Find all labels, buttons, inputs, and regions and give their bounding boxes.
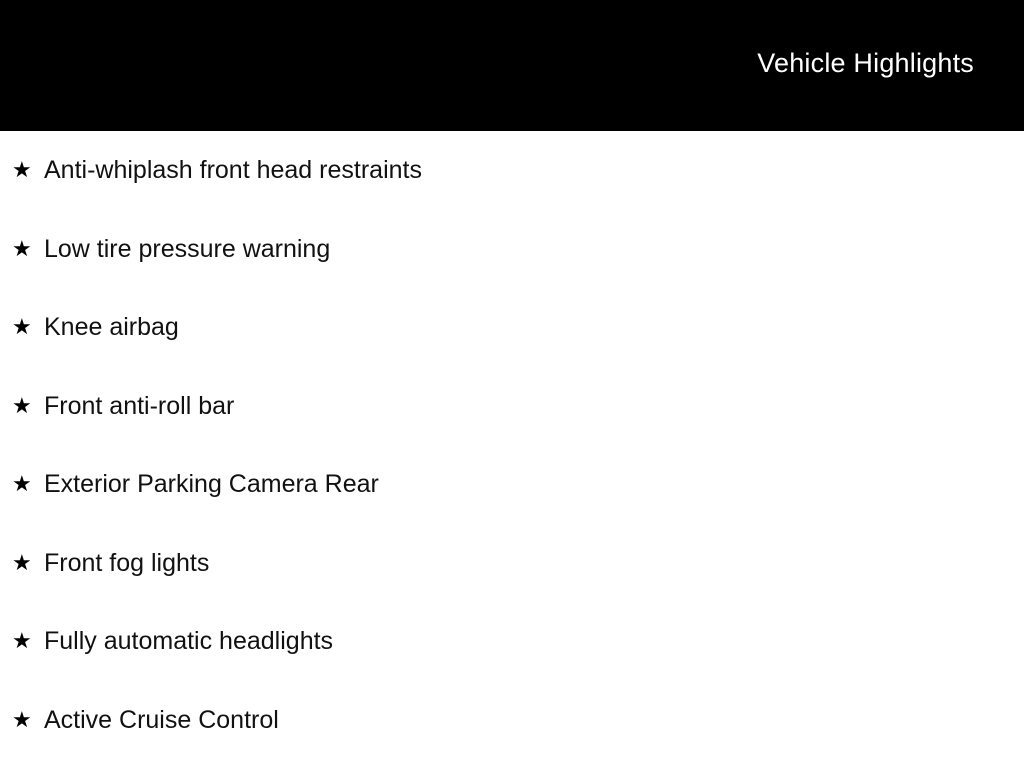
list-item-label: Exterior Parking Camera Rear <box>44 470 379 499</box>
list-item <box>0 367 1024 446</box>
star-icon: ★ <box>12 314 32 340</box>
star-icon: ★ <box>12 235 32 261</box>
vehicle-highlights-list <box>0 131 1024 759</box>
list-item-label: Front anti-roll bar <box>44 391 235 420</box>
list-item-label: Front fog lights <box>44 548 210 577</box>
list-item <box>0 602 1024 681</box>
list-item <box>0 131 1024 210</box>
page-title: Vehicle Highlights <box>757 48 974 78</box>
star-icon: ★ <box>12 706 32 732</box>
list-item-label: Active Cruise Control <box>44 705 279 734</box>
list-item-label: Low tire pressure warning <box>44 234 331 263</box>
list-item-label: Fully automatic headlights <box>44 627 334 656</box>
list-item-label: Anti-whiplash front head restraints <box>44 156 422 185</box>
star-icon: ★ <box>12 549 32 575</box>
star-icon: ★ <box>12 471 32 497</box>
list-item-label: Knee airbag <box>44 313 179 342</box>
list-item <box>0 210 1024 289</box>
list-item <box>0 288 1024 367</box>
star-icon: ★ <box>12 157 32 183</box>
star-icon: ★ <box>12 392 32 418</box>
star-icon: ★ <box>12 628 32 654</box>
list-item <box>0 445 1024 524</box>
header-bar <box>0 0 1024 131</box>
list-item <box>0 524 1024 603</box>
list-item <box>0 681 1024 760</box>
